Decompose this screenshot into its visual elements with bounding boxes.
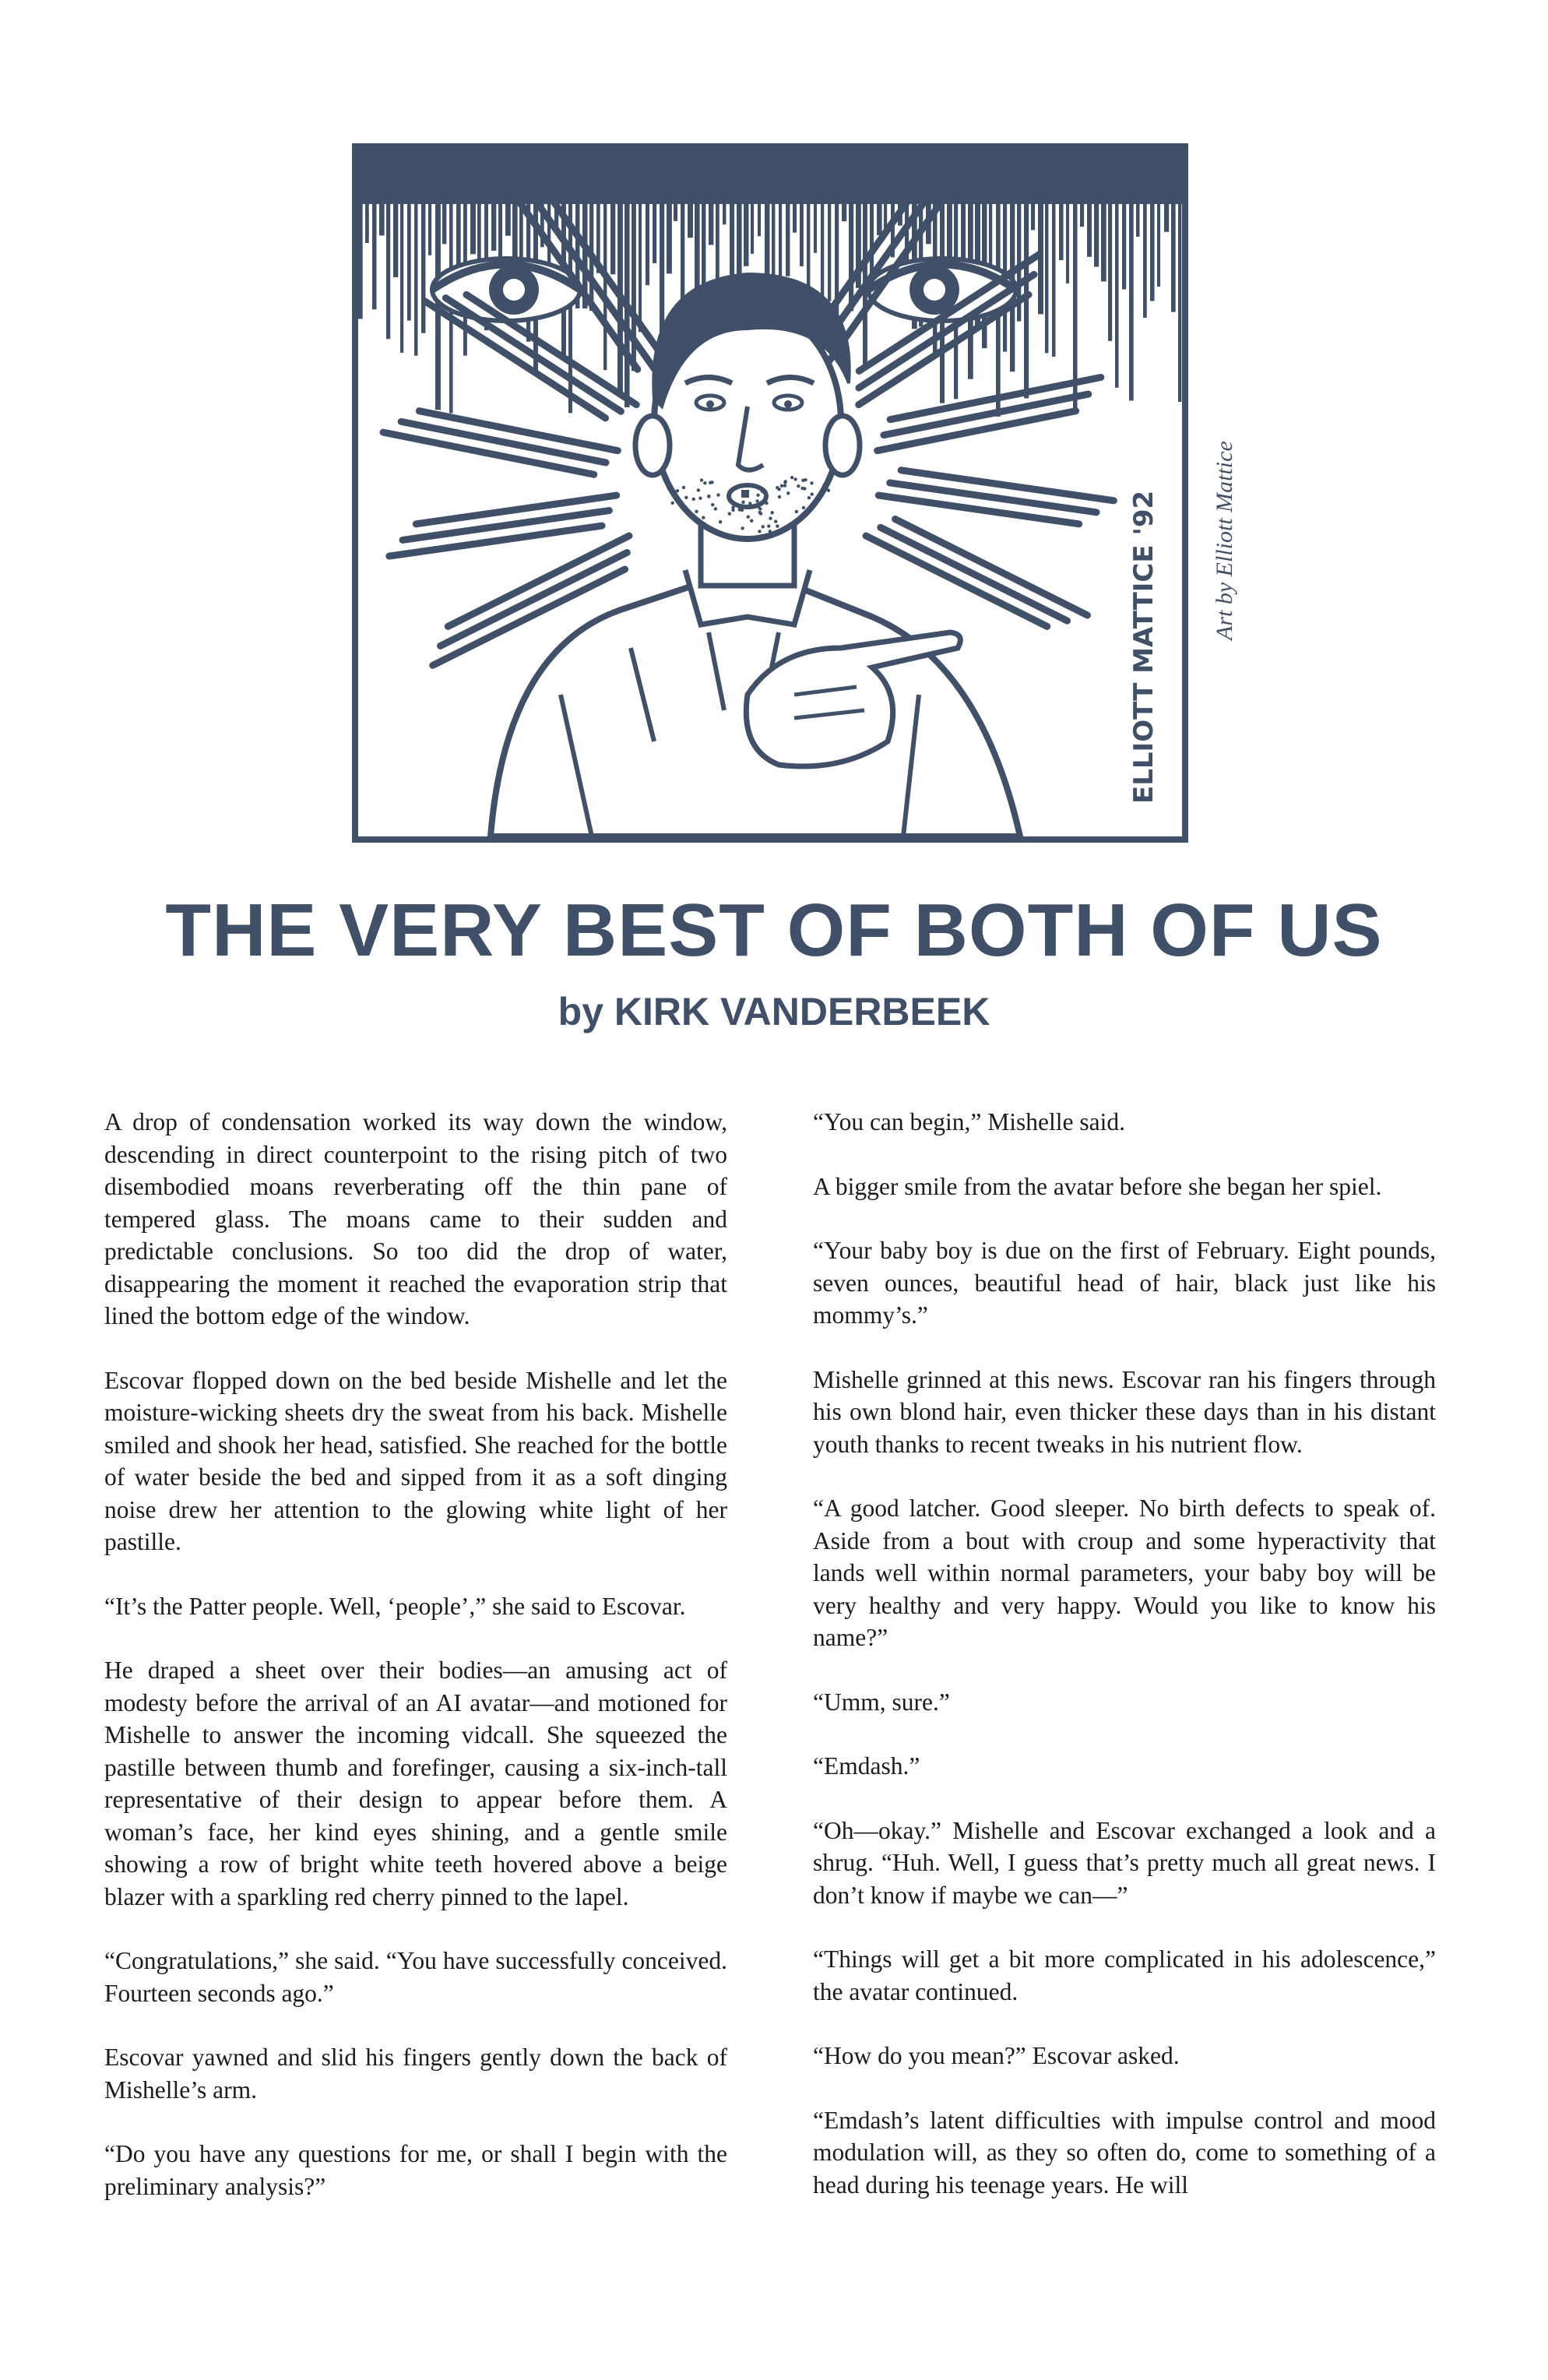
paragraph: “Emdash’s latent difficulties with impulse control and mood modulation will, as they so often do, come to something of a head during his teenage years. He will <box>813 2106 1436 2199</box>
paragraph: Mishelle grinned at this news. Escovar ran his fingers through his own blond hair, even thicker these days than in his distant youth thanks to recent tweaks in his nutrient flow. <box>813 1365 1436 1458</box>
paragraph: “Emdash.” <box>813 1752 920 1780</box>
paragraph: A bigger smile from the avatar before she began her spiel. <box>813 1172 1382 1200</box>
paragraph: He draped a sheet over their bodies—an amusing act of modesty before the arrival of an AI avatar—and motioned for Mishelle to answer the incoming vidcall. She squeezed the pastille between thumb and forefinger, causing a six-inch-tall representative of their design to appear before them. A woman’s face, her kind eyes shining, and a gentle smile showing a row of bright white teeth hovered above a beige blazer with a sparkling red cherry pinned to the lapel. <box>104 1656 727 1910</box>
woodcut-illustration <box>352 143 1188 843</box>
story-title: THE VERY BEST OF BOTH OF US <box>165 889 1383 972</box>
paragraph: “Oh—okay.” Mishelle and Escovar exchanged a look and a shrug. “Huh. Well, I guess that’s pretty much all great news. I don’t know if maybe we can—” <box>813 1816 1436 1909</box>
paragraph: Escovar flopped down on the bed beside Mishelle and let the moisture-wicking sheets dry the sweat from his back. Mishelle smiled and shook her head, satisfied. She reached for the bottle of water beside the bed and sipped from it as a soft dinging noise drew her attention to the glowing white light of her pastille. <box>104 1366 727 1555</box>
paragraph: “Your baby boy is due on the first of February. Eight pounds, seven ounces, beautiful head of hair, black just like his mommy’s.” <box>813 1237 1436 1329</box>
paragraph: “You can begin,” Mishelle said. <box>813 1108 1125 1135</box>
paragraph: “Things will get a bit more complicated in his adolescence,” the avatar continued. <box>813 1945 1436 2005</box>
paragraph: “Do you have any questions for me, or shall I begin with the preliminary analysis?” <box>104 2140 727 2200</box>
paragraph: A drop of condensation worked its way down the window, descending in direct counterpoint to the rising pitch of two disembodied moans reverberating off the thin pane of tempered glass. The moans came to their sudden and predictable conclusions. So too did the drop of water, disappearing the moment it reached the evaporation strip that lined the bottom edge of the window. <box>104 1108 727 1329</box>
paragraph: Escovar yawned and slid his fingers gently down the back of Mishelle’s arm. <box>104 2044 727 2104</box>
art-credit: Art by Elliott Mattice <box>1212 441 1237 640</box>
artist-signature <box>1128 491 1159 804</box>
author-byline: by KIRK VANDERBEEK <box>558 990 990 1033</box>
paragraph: “Congratulations,” she said. “You have successfully conceived. Fourteen seconds ago.” <box>104 1947 727 2007</box>
right-text-column <box>813 1106 1436 2233</box>
woodcut-portrait-icon <box>358 150 1182 836</box>
right-floating-eye-icon <box>868 259 1016 321</box>
paragraph: “How do you mean?” Escovar asked. <box>813 2042 1180 2069</box>
paragraph: “A good latcher. Good sleeper. No birth defects to speak of. Aside from a bout with croup and some hyperactivity that lands well within normal parameters, your baby boy will be very healthy and very happy. Would you like to know his name?” <box>813 1495 1436 1651</box>
svg-text:ELLIOTT MATTICE '92: ELLIOTT MATTICE '92 <box>1128 490 1159 804</box>
paragraph: “Umm, sure.” <box>813 1688 950 1716</box>
left-floating-eye-icon <box>432 259 580 321</box>
paragraph: “It’s the Patter people. Well, ‘people’,” she said to Escovar. <box>104 1592 686 1620</box>
left-text-column <box>104 1106 727 2234</box>
